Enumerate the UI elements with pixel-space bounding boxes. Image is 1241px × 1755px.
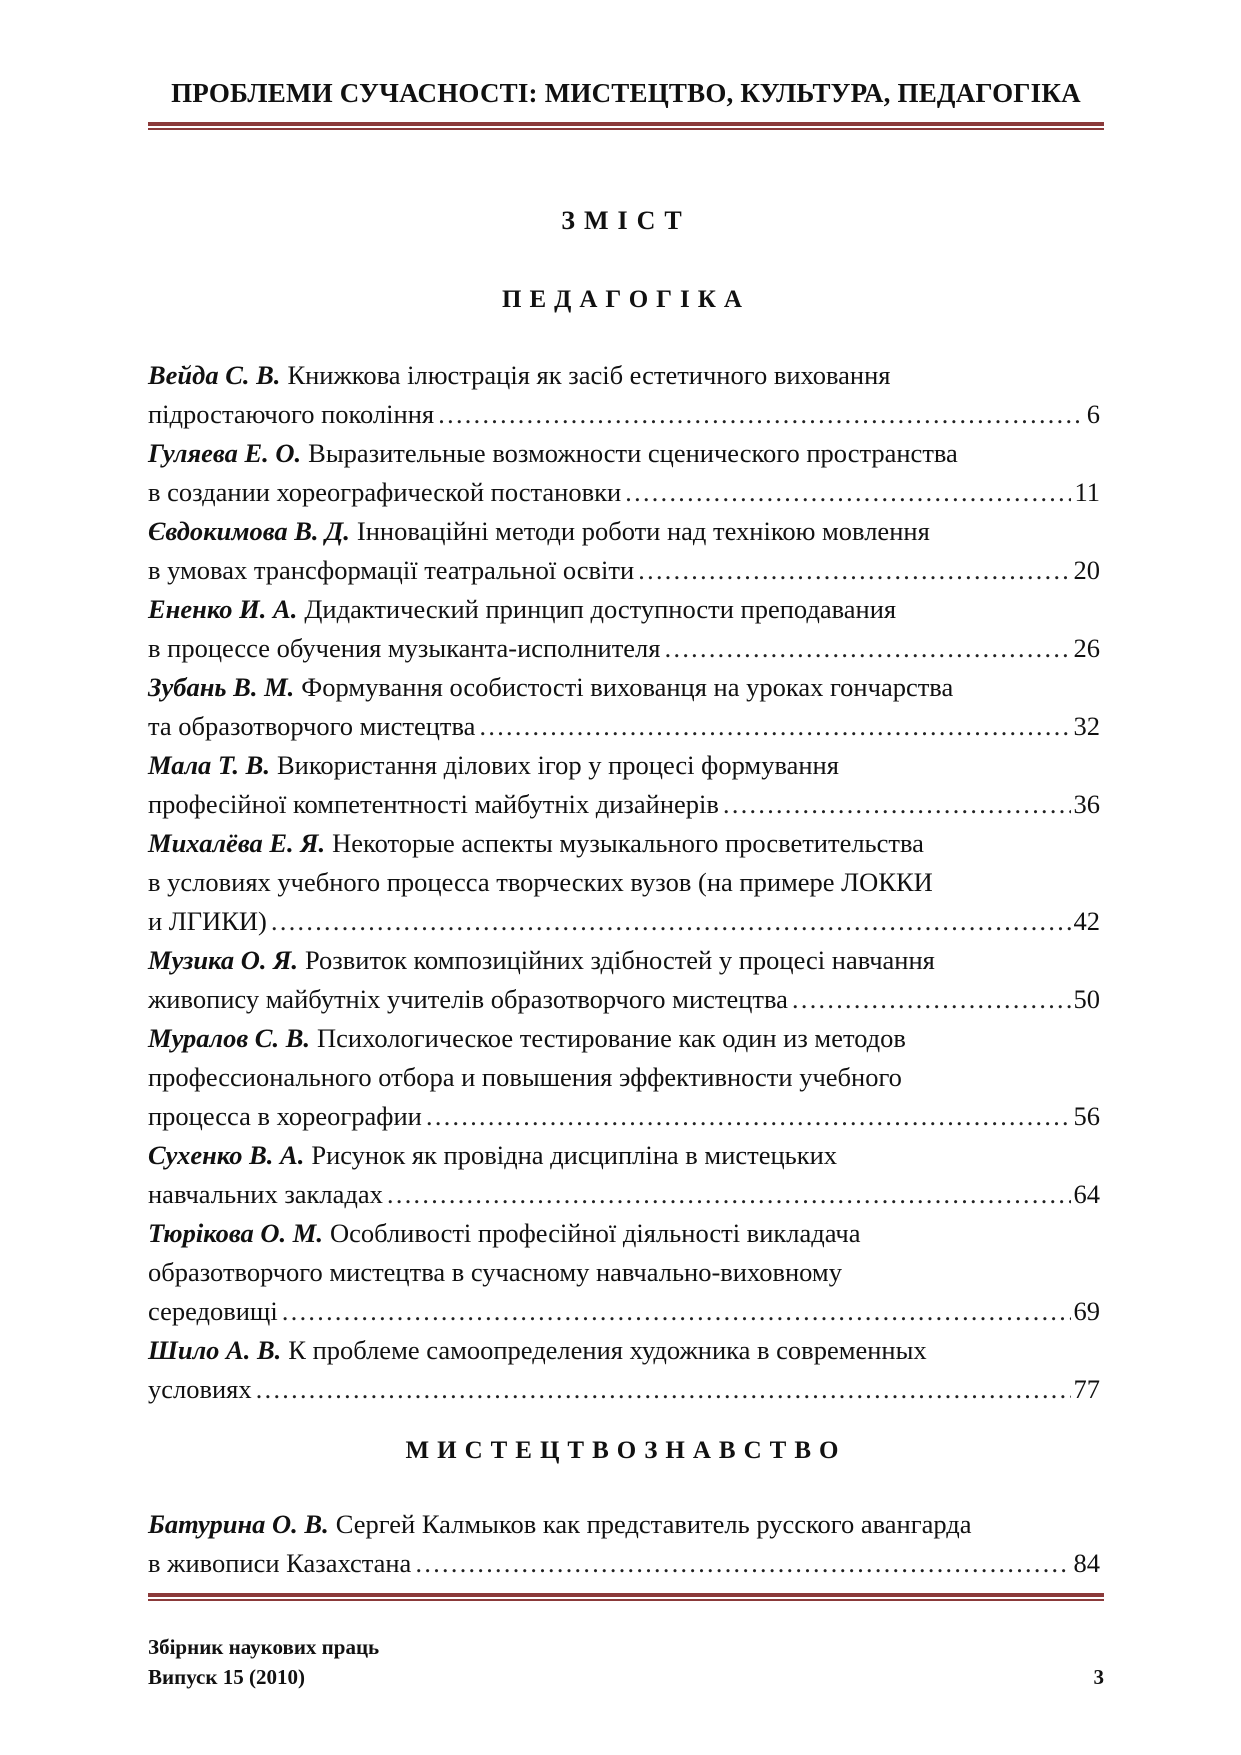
entry-page-number: 36 [1073,789,1100,819]
entry-author: Шило А. В. [148,1335,282,1365]
entry-title-text: навчальних закладах [148,1179,383,1209]
toc-entry-line [148,395,1100,434]
dot-leader [270,902,1071,941]
entry-page-number: 26 [1073,633,1100,663]
dot-leader [281,1292,1071,1331]
entry-title-text: Сергей Калмыков как представитель русского авангарда [335,1509,972,1539]
entry-title-text: процесса в хореографии [148,1101,422,1131]
entry-author: Муралов С. В. [148,1023,311,1053]
toc-entry[interactable] [148,824,1100,941]
entry-page-number: 42 [1073,906,1100,936]
toc-entry-line [148,551,1100,590]
dot-leader [414,1544,1070,1583]
dot-leader [637,551,1070,590]
toc-entry-line [148,356,1100,395]
entry-author: Тюрікова О. М. [148,1218,323,1248]
toc-entry[interactable] [148,1505,1100,1583]
toc-entry[interactable] [148,1214,1100,1331]
toc-entry-line [148,1175,1100,1214]
toc-entry-line [148,512,1100,551]
entry-author: Зубань В. М. [148,672,295,702]
dot-leader [624,473,1071,512]
dot-leader [663,629,1070,668]
toc-entry-line [148,863,1100,902]
entry-title-text: в условиях учебного процесса творческих вузов (на примере ЛОККИ [148,867,933,897]
entry-title-text: К проблеме самоопределения художника в современных [288,1335,927,1365]
header-rule [148,122,1104,130]
toc-entry-line [148,1505,1100,1544]
entry-title-text: Книжкова ілюстрація як засіб естетичного виховання [287,360,891,390]
entry-title-text: підростаючого покоління [148,399,435,429]
toc-entry-line [148,785,1100,824]
toc-entry[interactable] [148,668,1100,746]
toc-entry[interactable] [148,356,1100,434]
entry-page-number: 11 [1074,477,1100,507]
entry-author: Вейда С. В. [148,360,281,390]
entry-title-text: условиях [148,1374,252,1404]
toc-entry-line [148,746,1100,785]
entry-title-text: в живописи Казахстана [148,1548,412,1578]
toc-entry-line [148,434,1100,473]
footer-rule [148,1593,1104,1601]
toc-entry-line [148,1136,1100,1175]
toc-entry-line [148,1544,1100,1583]
entry-title-text: Формування особистості вихованця на уроках гончарства [301,672,954,702]
entry-author: Сухенко В. А. [148,1140,305,1170]
entry-page-number: 50 [1073,984,1100,1014]
entry-title-text: в умовах трансформації театральної освіти [148,555,635,585]
entry-title-text: Некоторые аспекты музыкального просветительства [332,828,924,858]
toc-entry[interactable] [148,746,1100,824]
entry-title-text: Особливості професійної діяльності викладача [329,1218,861,1248]
toc-entry-line [148,473,1100,512]
dot-leader [791,980,1071,1019]
dot-leader [425,1097,1071,1136]
entry-author: Євдокимова В. Д. [148,516,350,546]
toc-entry-line [148,1292,1100,1331]
toc-entry-line [148,1097,1100,1136]
entry-title-text: Інноваційні методи роботи над технікою мовлення [356,516,930,546]
toc-entry[interactable] [148,941,1100,1019]
entry-page-number: 64 [1073,1179,1100,1209]
toc-entry[interactable] [148,590,1100,668]
dot-leader [255,1370,1071,1409]
toc-entry-line [148,1370,1100,1409]
dot-leader [722,785,1071,824]
entry-title-text: профессионального отбора и повышения эффективности учебного [148,1062,902,1092]
toc-entry-line [148,668,1100,707]
entry-page-number: 69 [1073,1296,1100,1326]
toc-entry-line [148,824,1100,863]
entry-title-text: та образотворчого мистецтва [148,711,476,741]
toc-entry-line [148,629,1100,668]
toc-list-pedagogy [148,356,1100,1409]
entry-title-text: живопису майбутніх учителів образотворчого мистецтва [148,984,788,1014]
toc-entry[interactable] [148,1136,1100,1214]
section-title-pedagogy: ПЕДАГОГІКА [502,286,750,313]
toc-entry-line [148,1253,1100,1292]
toc-title: ЗМІСТ [561,206,691,235]
entry-title-text: Використання ділових ігор у процесі формування [276,750,839,780]
entry-page-number: 77 [1073,1374,1100,1404]
dot-leader [478,707,1070,746]
entry-title-text: Психологическое тестирование как один из методов [317,1023,906,1053]
entry-author: Мала Т. В. [148,750,270,780]
running-header: ПРОБЛЕМИ СУЧАСНОСТІ: МИСТЕЦТВО, КУЛЬТУРА, ПЕДАГОГІКА [171,78,1081,108]
toc-entry-line [148,1058,1100,1097]
toc-list-art [148,1505,1100,1583]
entry-title-text: середовищі [148,1296,278,1326]
entry-page-number: 84 [1073,1548,1100,1578]
toc-entry[interactable] [148,434,1100,512]
entry-title-text: Рисунок як провідна дисципліна в мистецьких [311,1140,838,1170]
section-title-art: МИСТЕЦТВОЗНАВСТВО [405,1437,847,1464]
toc-entry[interactable] [148,1019,1100,1136]
entry-title-text: Дидактический принцип доступности преподавания [304,594,897,624]
entry-author: Батурина О. В. [148,1509,329,1539]
entry-title-text: и ЛГИКИ) [148,906,267,936]
toc-entry-line [148,707,1100,746]
toc-entry-line [148,941,1100,980]
entry-page-number: 6 [1086,399,1100,429]
dot-leader [437,395,1084,434]
entry-title-text: Розвиток композиційних здібностей у процесі навчання [304,945,935,975]
toc-entry-line [148,590,1100,629]
toc-entry-line [148,1331,1100,1370]
toc-entry-line [148,902,1100,941]
entry-author: Ененко И. А. [148,594,298,624]
toc-entry-line [148,980,1100,1019]
entry-title-text: професійної компетентності майбутніх дизайнерів [148,789,719,819]
entry-page-number: 56 [1073,1101,1100,1131]
entry-title-text: Выразительные возможности сценического пространства [308,438,958,468]
entry-author: Гуляева Е. О. [148,438,302,468]
page-number: 3 [1093,1665,1104,1689]
entry-page-number: 20 [1073,555,1100,585]
toc-entry-line [148,1019,1100,1058]
issue-label: Випуск 15 (2010) [148,1665,305,1689]
collection-title: Збірник наукових праць [148,1635,380,1659]
entry-title-text: образотворчого мистецтва в сучасному навчально-виховному [148,1257,842,1287]
entry-author: Михалёва Е. Я. [148,828,326,858]
entry-title-text: в процессе обучения музыканта-исполнителя [148,633,661,663]
toc-entry[interactable] [148,1331,1100,1409]
entry-author: Музика О. Я. [148,945,298,975]
entry-page-number: 32 [1073,711,1100,741]
toc-entry[interactable] [148,512,1100,590]
dot-leader [386,1175,1071,1214]
entry-title-text: в создании хореографической постановки [148,477,622,507]
toc-entry-line [148,1214,1100,1253]
page-footer [148,1632,1104,1692]
